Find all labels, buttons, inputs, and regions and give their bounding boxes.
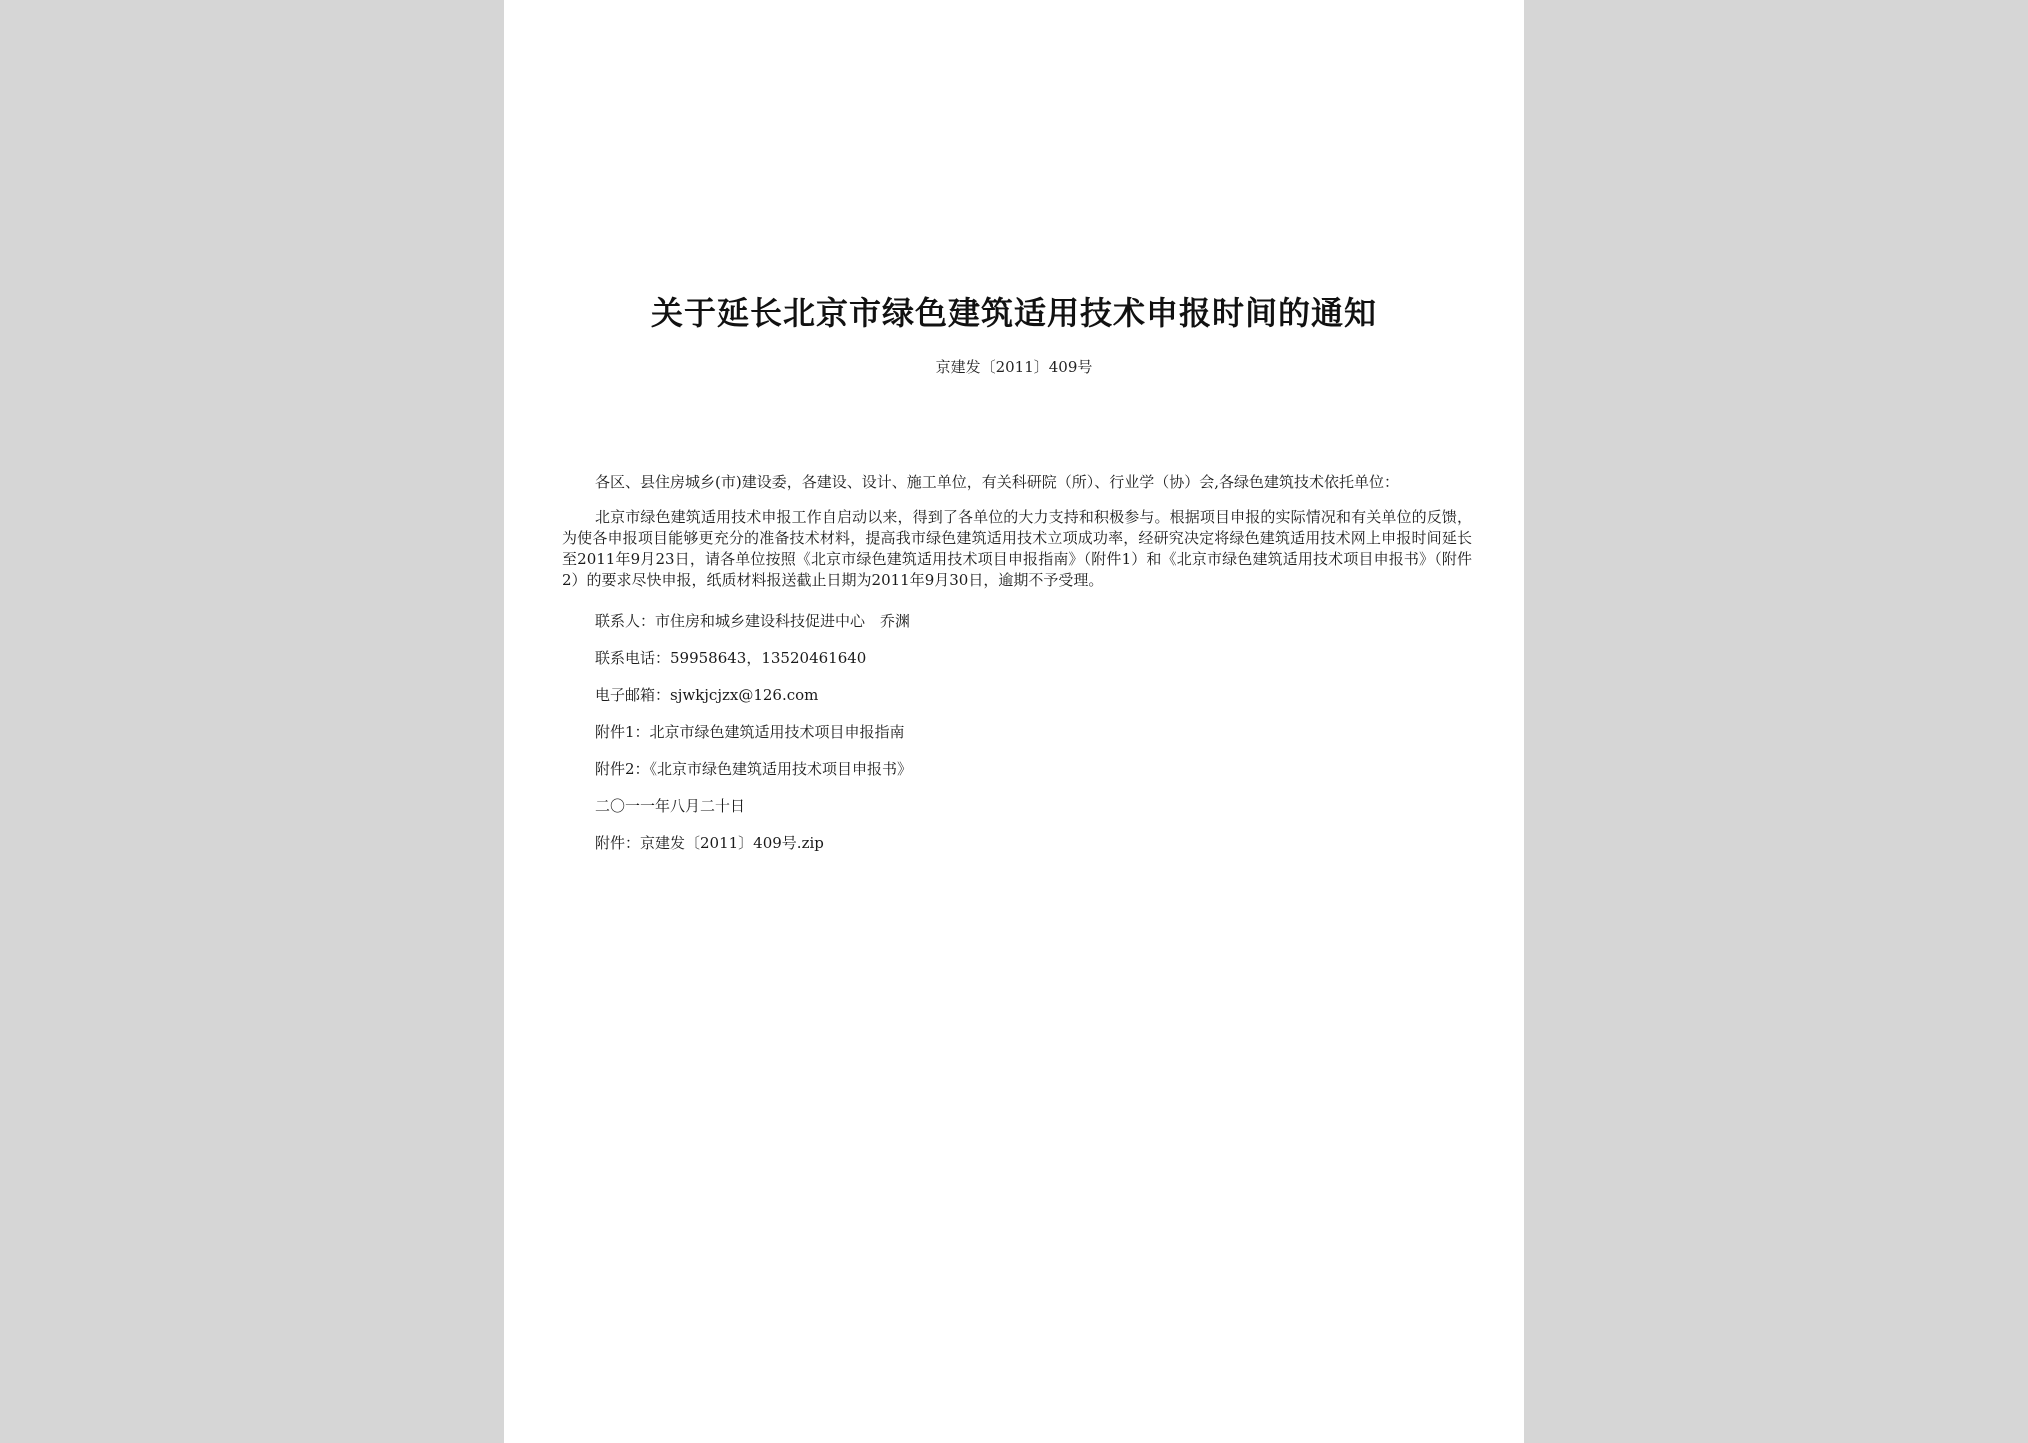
issue-date: 二〇一一年八月二十日 xyxy=(595,797,746,815)
body-paragraph: 北京市绿色建筑适用技术申报工作自启动以来，得到了各单位的大力支持和积极参与。根据项目申报的实际情况和有关单位的反馈，为使各申报项目能够更充分的准备技术材料，提高我市绿色建筑适用技术立项成功率，经研究决定将绿色建筑适用技术网上申报时间延长至2011年9月23日，请各单位按照《北京市绿色建筑适用技术项目申报指南》（附件1）和《北京市绿色建筑适用技术项目申报书》（附件2）的要求尽快申报，纸质材料报送截止日期为2011年9月30日，逾期不予受理。 xyxy=(562,508,1472,589)
document-number: 京建发〔2011〕409号 xyxy=(935,358,1093,376)
attachment-1: 附件1：北京市绿色建筑适用技术项目申报指南 xyxy=(595,723,905,741)
contact-phone: 联系电话：59958643，13520461640 xyxy=(595,649,867,667)
attachment-file-link[interactable]: 附件：京建发〔2011〕409号.zip xyxy=(595,834,824,852)
document-title: 关于延长北京市绿色建筑适用技术申报时间的通知 xyxy=(650,294,1377,332)
attachment-2: 附件2：《北京市绿色建筑适用技术项目申报书》 xyxy=(595,760,913,778)
contact-email: 电子邮箱：sjwkjcjzx@126.com xyxy=(595,686,819,704)
document-body xyxy=(562,472,1472,870)
contact-person: 联系人：市住房和城乡建设科技促进中心 乔渊 xyxy=(595,612,911,630)
document-page xyxy=(504,0,1524,1443)
addressee-paragraph: 各区、县住房城乡(市)建设委，各建设、设计、施工单位，有关科研院（所）、行业学（协）会,各绿色建筑技术依托单位： xyxy=(595,473,1399,491)
